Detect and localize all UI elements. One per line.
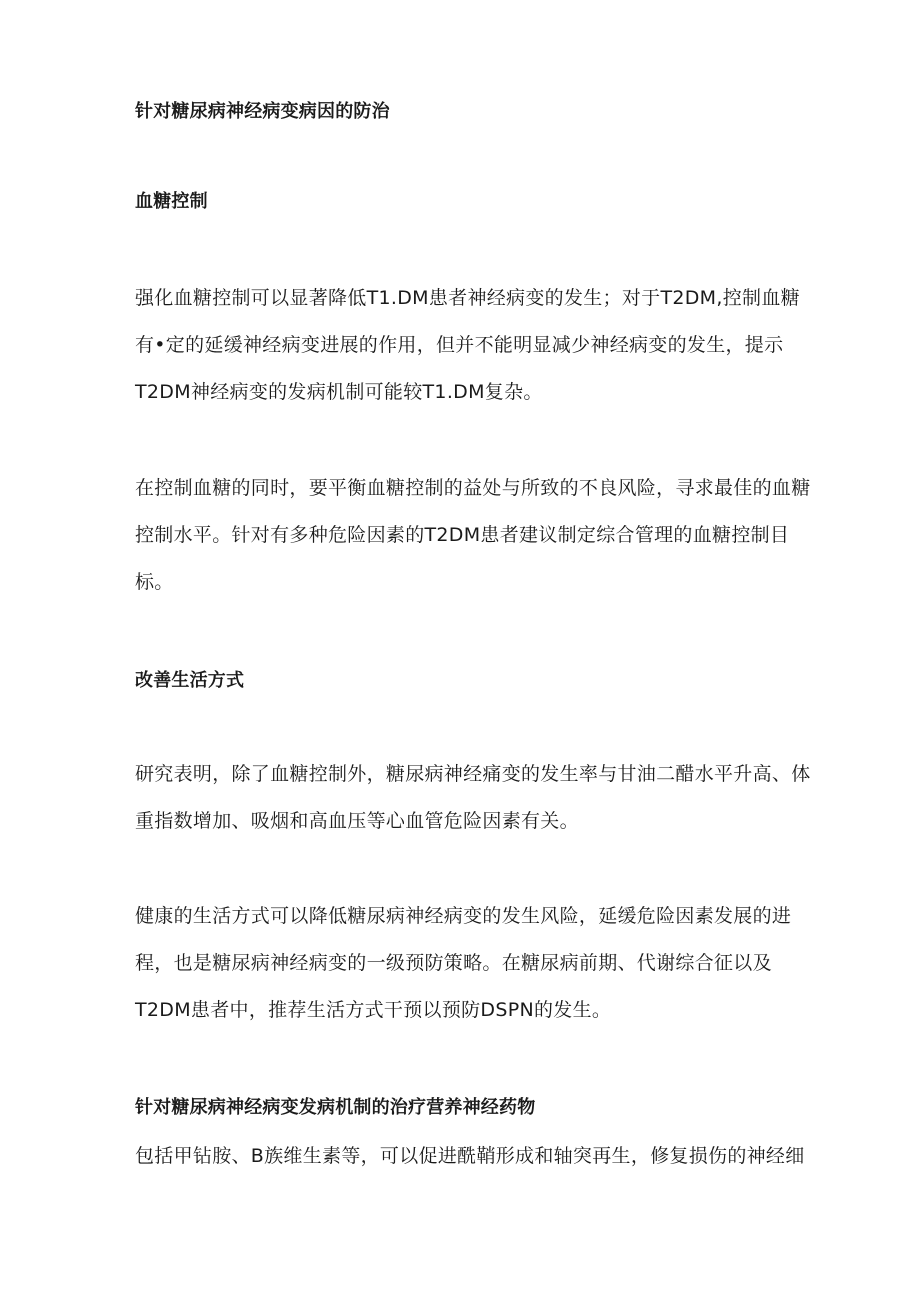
paragraph-line: 健康的生活方式可以降低糖尿病神经病变的发生风险，延缓危险因素发展的进 [135,905,792,927]
document-title: 针对糖尿病神经病变病因的防治 [135,101,390,122]
paragraph-line: 研究表明，除了血糖控制外，糖尿病神经痛变的发生率与甘油二醋水平升高、体 [135,763,811,785]
section-heading-blood-glucose: 血糖控制 [135,191,208,212]
section-heading-mechanism-treatment: 针对糖尿病神经病变发病机制的治疗营养神经药物 [135,1097,536,1118]
paragraph-line: T2DM神经病变的发病机制可能较T1.DM复杂。 [135,381,543,403]
paragraph-line: 标。 [135,571,174,593]
paragraph-line: 包括甲钻胺、B族维生素等，可以促进酰鞘形成和轴突再生，修复损伤的神经细 [135,1145,805,1167]
paragraph-line: 在控制血糖的同时，要平衡血糖控制的益处与所致的不良风险，寻求最佳的血糖 [135,477,811,499]
paragraph-line: T2DM患者中，推荐生活方式干预以预防DSPN的发生。 [135,999,612,1021]
paragraph-line: 强化血糖控制可以显著降低T1.DM患者神经病变的发生；对于T2DM,控制血糖 [135,287,800,309]
paragraph-line: 有•定的延缓神经病变进展的作用，但并不能明显减少神经病变的发生，提示 [135,334,784,356]
paragraph-line: 程，也是糖尿病神经病变的一级预防策略。在糖尿病前期、代谢综合征以及 [135,952,772,974]
paragraph-line: 重指数增加、吸烟和高血压等心血管危险因素有关。 [135,810,579,832]
paragraph-line: 控制水平。针对有多种危险因素的T2DM患者建议制定综合管理的血糖控制目 [135,524,790,546]
section-heading-lifestyle: 改善生活方式 [135,670,245,691]
